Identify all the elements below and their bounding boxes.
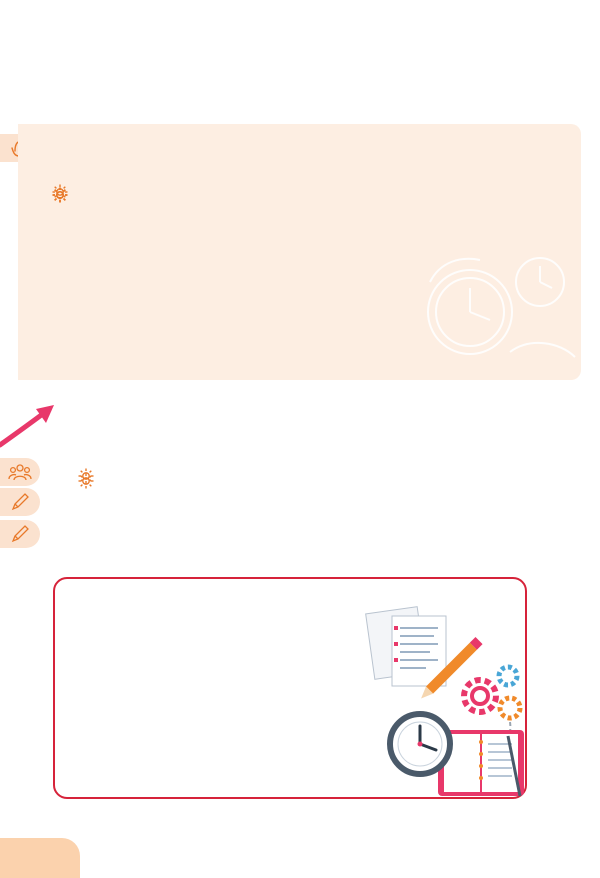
question-list (52, 182, 432, 185)
pencil-icon (0, 488, 40, 516)
pencil-icon (0, 520, 40, 548)
sun-icon (78, 473, 94, 489)
tips-list (75, 597, 365, 604)
bottom-dash-decoration (0, 818, 600, 828)
arrow-icon (0, 395, 70, 455)
planning-illustration (360, 596, 530, 801)
task5-bullets (78, 466, 548, 471)
tip-box (18, 124, 581, 380)
top-dots-decoration (0, 8, 600, 22)
page-number-tab (0, 838, 80, 878)
clock-illustration (410, 242, 580, 372)
group-icon (0, 458, 40, 486)
sun-icon (52, 187, 68, 203)
